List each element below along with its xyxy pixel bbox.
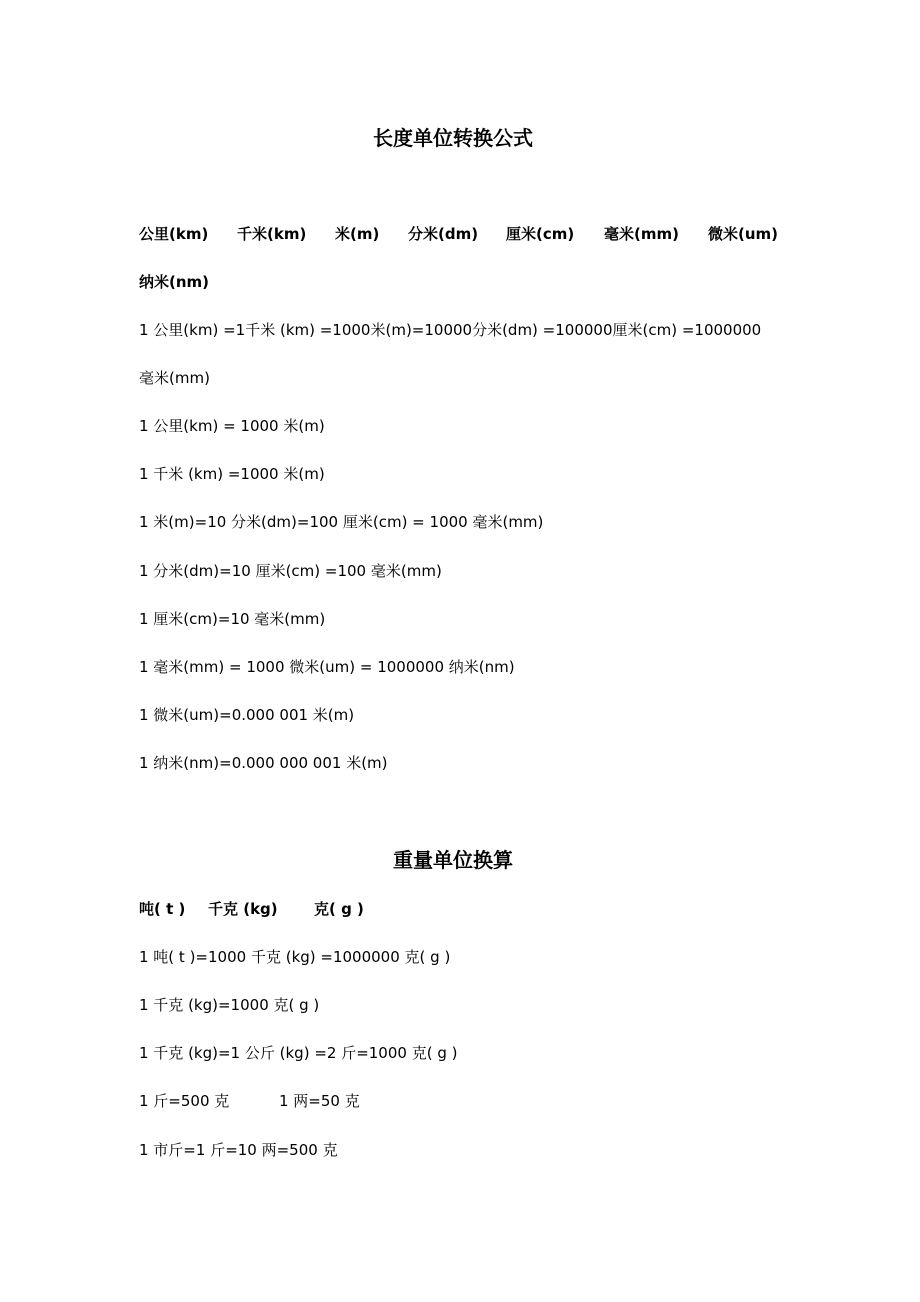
unit-um: 微米(um) <box>708 225 779 243</box>
unit-kg: 千克 (kg) <box>208 900 278 918</box>
weight-formula-line: 1 千克 (kg)=1 公斤 (kg) =2 斤=1000 克( g ) <box>139 1044 458 1062</box>
unit-cm: 厘米(cm) <box>506 225 575 243</box>
unit-mm: 毫米(mm) <box>604 225 679 243</box>
unit-qianmi: 千米(km) <box>237 225 307 243</box>
length-formula-line: 1 公里(km) = 1000 米(m) <box>139 417 325 435</box>
length-title: 长度单位转换公式 <box>373 126 533 150</box>
length-formula-line: 1 毫米(mm) = 1000 微米(um) = 1000000 纳米(nm) <box>139 658 515 676</box>
unit-g: 克( g ) <box>314 900 364 918</box>
unit-m: 米(m) <box>335 225 380 243</box>
jin-formula: 1 斤=500 克 <box>139 1092 230 1110</box>
weight-title: 重量单位换算 <box>393 848 513 872</box>
length-formula-line: 1 公里(km) =1千米 (km) =1000米(m)=10000分米(dm) =100000厘米(cm) =1000000 <box>139 321 762 339</box>
unit-km: 公里(km) <box>139 225 209 243</box>
weight-formula-line: 1 千克 (kg)=1000 克( g ) <box>139 996 320 1014</box>
unit-nm: 纳米(nm) <box>139 273 210 291</box>
length-formula-line: 1 分米(dm)=10 厘米(cm) =100 毫米(mm) <box>139 562 442 580</box>
length-formula-line: 1 厘米(cm)=10 毫米(mm) <box>139 610 326 628</box>
length-formula-line: 1 微米(um)=0.000 001 米(m) <box>139 706 355 724</box>
length-formula-line: 1 纳米(nm)=0.000 000 001 米(m) <box>139 754 388 772</box>
unit-ton: 吨( t ) <box>139 900 186 918</box>
weight-formula-line: 1 吨( t )=1000 千克 (kg) =1000000 克( g ) <box>139 948 451 966</box>
length-formula-line: 1 米(m)=10 分米(dm)=100 厘米(cm) = 1000 毫米(mm) <box>139 513 544 531</box>
length-formula-line: 毫米(mm) <box>139 369 210 387</box>
shijin-formula: 1 市斤=1 斤=10 两=500 克 <box>139 1141 338 1159</box>
length-formula-line: 1 千米 (km) =1000 米(m) <box>139 465 325 483</box>
liang-formula: 1 两=50 克 <box>279 1092 360 1110</box>
unit-dm: 分米(dm) <box>408 225 479 243</box>
